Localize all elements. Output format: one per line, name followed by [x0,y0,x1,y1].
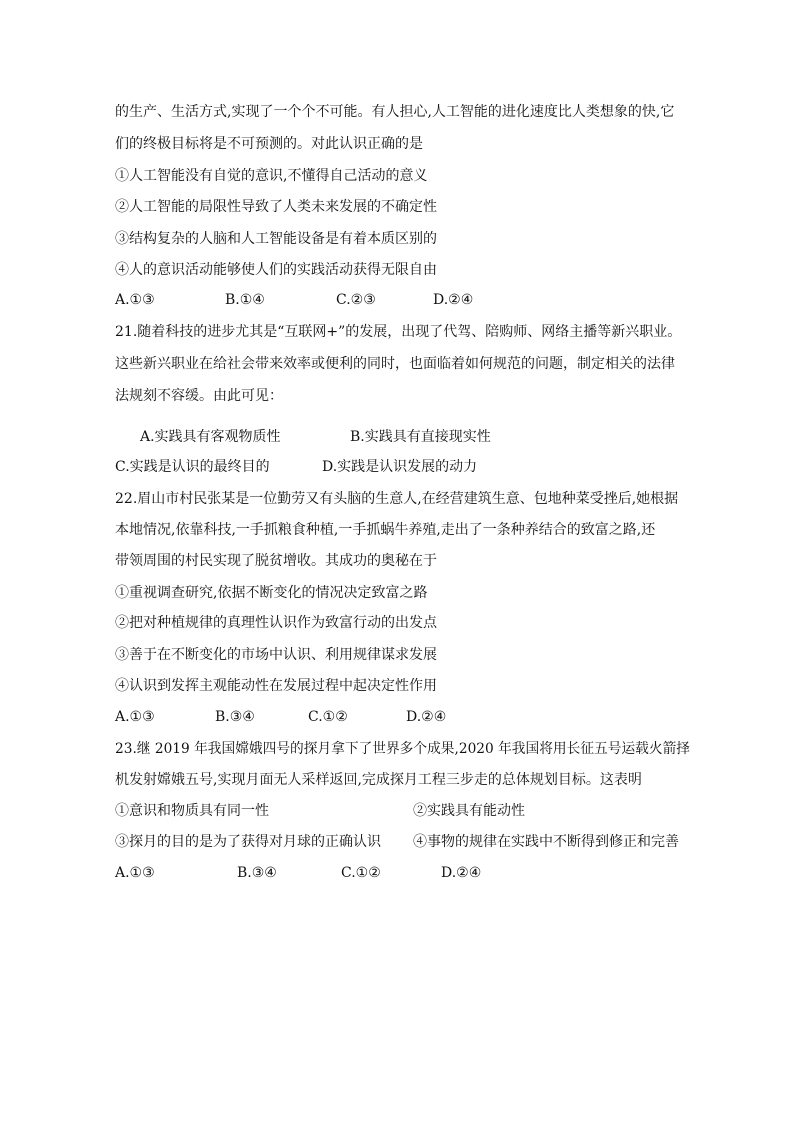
q22-item-1: ①重视调查研究,依据不断变化的情况决定致富之路 [115,585,428,601]
q23-item-1: ①意识和物质具有同一性 [115,803,269,819]
q22-item-2: ②把对种植规律的真理性认识作为致富行动的出发点 [115,615,437,631]
q21-stem-line-1: 21.随着科技的进步尤其是“互联网+”的发展，出现了代驾、陪购师、网络主播等新兴职业。 [115,324,682,340]
q23-item-3: ③探月的目的是为了获得对月球的正确认识 [115,834,381,850]
q22-item-4: ④认识到发挥主观能动性在发展过程中起决定性作用 [115,678,437,694]
q22-stem-line-1: 22.眉山市村民张某是一位勤劳又有头脑的生意人,在经营建筑生意、包地种菜受挫后,她根据 [115,491,679,507]
q23-stem-line-1: 23.继 2019 年我国嫦娥四号的探月拿下了世界多个成果,2020 年我国将用长征五号运载火箭择 [115,741,690,757]
q22-option-a: A.①③ [115,709,155,725]
q21-option-d: D.实践是认识发展的动力 [322,459,478,475]
q22-item-3: ③善于在不断变化的市场中认识、利用规律谋求发展 [115,647,437,663]
q20-item-1: ①人工智能没有自觉的意识,不懂得自己活动的意义 [115,168,428,184]
q22-option-b: B.③④ [215,709,255,725]
q20-option-c: C.②③ [336,292,376,308]
q22-stem-line-2: 本地情况,依靠科技,一手抓粮食种植,一手抓蜗牛养殖,走出了一条种养结合的致富之路,还 [115,522,656,538]
q20-item-3: ③结构复杂的人脑和人工智能设备是有着本质区别的 [115,231,437,247]
q23-option-a: A.①③ [115,865,155,881]
q20-option-d: D.②④ [433,292,474,308]
q21-stem-line-2: 这些新兴职业在给社会带来效率或便利的同时，也面临着如何规范的问题，制定相关的法律 [115,356,675,372]
q20-item-2: ②人工智能的局限性导致了人类未来发展的不确定性 [115,199,437,215]
q23-item-2: ②实践具有能动性 [413,803,525,819]
q22-option-d: D.②④ [406,709,447,725]
q21-option-a: A.实践具有客观物质性 [140,429,281,445]
q20-stem-line-2: 们的终极目标将是不可预测的。对此认识正确的是 [115,136,423,152]
q20-stem-line-1: 的生产、生活方式,实现了一个个不可能。有人担心,人工智能的进化速度比人类想象的快,它 [115,104,675,120]
q20-item-4: ④人的意识活动能够使人们的实践活动获得无限自由 [115,262,437,278]
q22-option-c: C.①② [308,709,348,725]
q23-option-c: C.①② [341,865,381,881]
q21-option-b: B.实践具有直接现实性 [350,429,491,445]
q20-option-a: A.①③ [115,292,155,308]
q20-option-b: B.①④ [225,292,265,308]
q21-option-c: C.实践是认识的最终目的 [115,459,270,475]
q22-stem-line-3: 带领周围的村民实现了脱贫增收。其成功的奥秘在于 [115,553,437,569]
q23-stem-line-2: 机发射嫦娥五号,实现月面无人采样返回,完成探月工程三步走的总体规划目标。这表明 [115,772,642,788]
q23-item-4: ④事物的规律在实践中不断得到修正和完善 [413,834,679,850]
q23-option-d: D.②④ [441,865,482,881]
q21-stem-line-3: 法规刻不容缓。由此可见： [115,388,283,404]
q23-option-b: B.③④ [237,865,277,881]
